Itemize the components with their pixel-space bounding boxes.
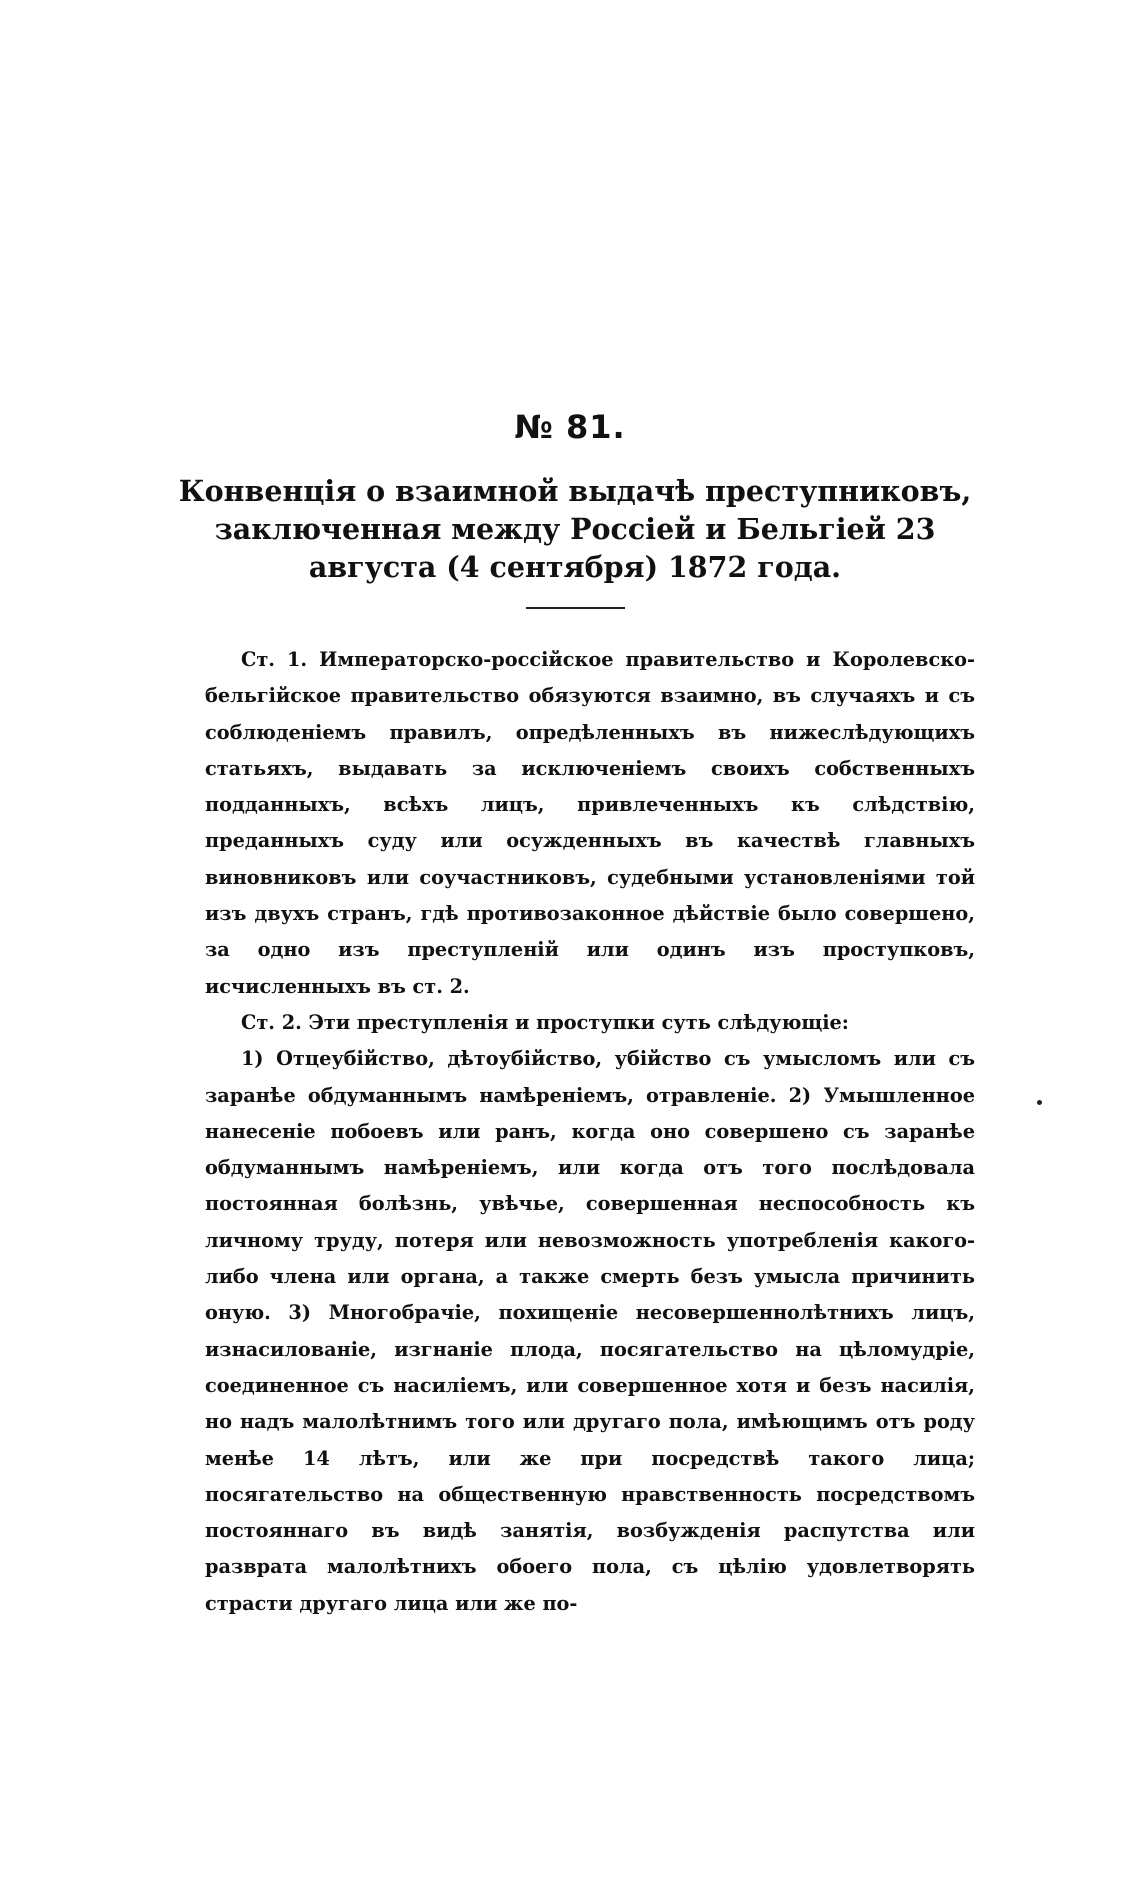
title-divider: [526, 607, 625, 609]
document-body: [205, 642, 975, 1622]
article-1-paragraph: Ст. 1. Императорско-россійское правительство и Королевско-бельгійское правительство обязуются взаимно, въ случаяхъ и съ соблюденіемъ правилъ, опредѣленныхъ въ нижеслѣдующихъ статьяхъ, выдавать за исключеніемъ своихъ собственныхъ подданныхъ, всѣхъ лицъ, привлеченныхъ къ слѣдствію, преданныхъ суду или осужденныхъ въ качествѣ главныхъ виновниковъ или соучастниковъ, судебными установленіями той изъ двухъ странъ, гдѣ противозаконное дѣйствіе было совершено, за одно изъ преступленій или одинъ изъ проступковъ, исчисленныхъ въ ст. 2.: [205, 648, 975, 998]
crimes-list-paragraph: 1) Отцеубійство, дѣтоубійство, убійство съ умысломъ или съ заранѣе обдуманнымъ намѣреніемъ, отравленіе. 2) Умышленное нанесеніе побоевъ или ранъ, когда оно совершено съ заранѣе обдуманнымъ намѣреніемъ, или когда отъ того послѣдовала постоянная болѣзнь, увѣчье, совершенная неспособность къ личному труду, потеря или невозможность употребленія какого-либо члена или органа, а также смерть безъ умысла причинить оную. 3) Многобрачіе, похищеніе несовершеннолѣтнихъ лицъ, изнасилованіе, изгнаніе плода, посягательство на цѣломудріе, соединенное съ насиліемъ, или совершенное хотя и безъ насилія, но надъ малолѣтнимъ того или другаго пола, имѣющимъ отъ роду менѣе 14 лѣтъ, или же при посредствѣ такого лица; посягательство на общественную нравственность посредствомъ постояннаго въ видѣ занятія, возбужденія распутства или разврата малолѣтнихъ обоего пола, съ цѣлію удовлетворять страсти другаго лица или же по-: [205, 1047, 975, 1615]
document-number: № 81.: [514, 408, 626, 446]
document-title: Конвенція о взаимной выдачѣ преступниковъ, заключенная между Россіей и Бельгіей 23 августа (4 сентября) 1872 года.: [178, 474, 972, 584]
article-2-paragraph: Ст. 2. Эти преступленія и проступки суть слѣдующіе:: [241, 1010, 849, 1034]
scan-speck: [1037, 1100, 1042, 1105]
